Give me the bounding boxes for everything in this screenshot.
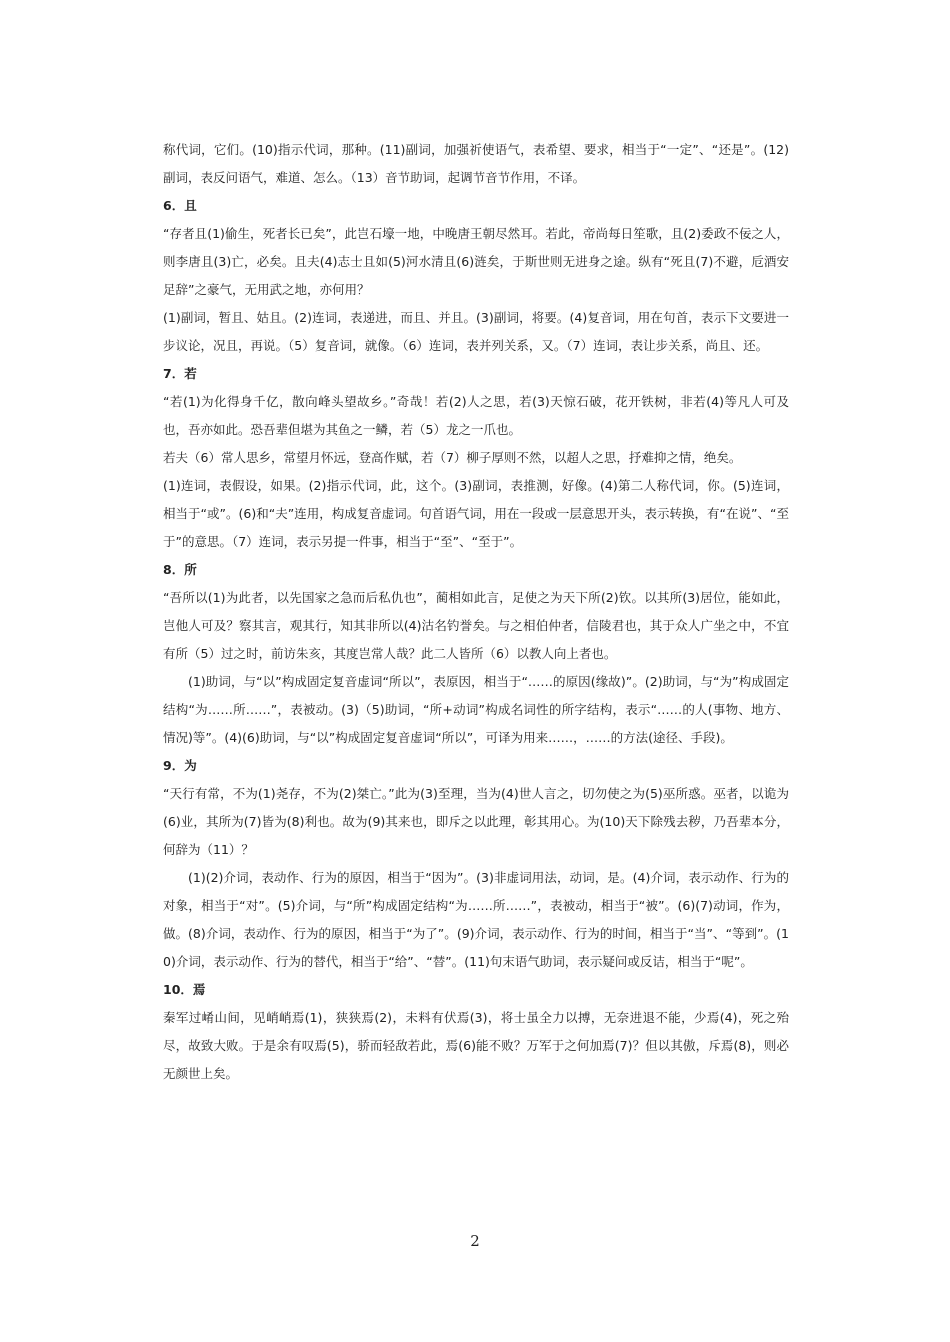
section-heading: 8．所: [163, 562, 197, 577]
section-heading: 7．若: [163, 366, 197, 381]
paragraph: (1)(2)介词，表动作、行为的原因，相当于“因为”。(3)非虚词用法，动词，是。(4)介词，表示动作、行为的对象，相当于“对”。(5)介词，与“所”构成固定结构“为……所……”，表被动，相当于“被”。(6)(7)动词，作为，做。(8)介词，表动作、行为的原因，相当于“为了”。(9)介词，表示动作、行为的时间，相当于“当”、“等到”。(10)介词，表示动作、行为的替代，相当于“给”、“替”。(11)句末语气助词，表示疑问或反诘，相当于“呢”。: [163, 870, 789, 969]
paragraph: “天行有常，不为(1)尧存，不为(2)桀亡。”此为(3)至理，当为(4)世人言之，切勿使之为(5)巫所惑。巫者，以诡为(6)业，其所为(7)皆为(8)利也。故为(9)其来也，即斥之以此理，彰其用心。为(10)天下除残去秽，乃吾辈本分，何辞为（11）？: [163, 786, 789, 857]
paragraph: “若(1)为化得身千亿，散向峰头望故乡。”奇哉！若(2)人之思，若(3)天惊石破，花开铁树，非若(4)等凡人可及也，吾亦如此。恐吾辈但堪为其鱼之一鳞，若（5）龙之一爪也。: [163, 394, 789, 437]
paragraph: (1)连词，表假设，如果。(2)指示代词，此，这个。(3)副词，表推测，好像。(4)第二人称代词，你。(5)连词，相当于“或”。(6)和“夫”连用，构成复音虚词。句首语气词，用在一段或一层意思开头，表示转换，有“在说”、“至于”的意思。（7）连词，表示另提一件事，相当于“至”、“至于”。: [163, 478, 789, 549]
paragraph: (1)副词，暂且、姑且。(2)连词，表递进，而且、并且。(3)副词，将要。(4)复音词，用在句首，表示下文要进一步议论，况且，再说。（5）复音词，就像。（6）连词，表并列关系，又。（7）连词，表让步关系，尚且、还。: [163, 310, 789, 353]
page-number: 2: [470, 1232, 480, 1250]
paragraph: (1)助词，与“以”构成固定复音虚词“所以”，表原因，相当于“……的原因(缘故)”。(2)助词，与“为”构成固定结构“为……所……”，表被动。(3)（5)助词，“所+动词”构成名词性的所字结构，表示“……的人(事物、地方、情况)等”。(4)(6)助词，与“以”构成固定复音虚词“所以”，可译为用来……，……的方法(途径、手段)。: [163, 674, 789, 745]
section-heading: 10．焉: [163, 982, 206, 997]
paragraph: 秦军过崤山间，见峭峭焉(1)，狭狭焉(2)，未料有伏焉(3)，将士虽全力以搏，无奈进退不能，少焉(4)，死之殆尽，故致大败。于是余有叹焉(5)，骄而轻敌若此，焉(6)能不败？万军于之何加焉(7)？但以其傲，斥焉(8)，则必无颜世上矣。: [163, 1010, 789, 1081]
section-heading: 9．为: [163, 758, 197, 773]
document-body: [163, 136, 789, 1088]
paragraph: “吾所以(1)为此者，以先国家之急而后私仇也”，蔺相如此言，足使之为天下所(2)钦。以其所(3)居位，能如此，岂他人可及？察其言，观其行，知其非所以(4)沽名钓誉矣。与之相伯仲者，信陵君也，其于众人广坐之中，不宜有所（5）过之时，前访朱亥，其度岂常人哉？此二人皆所（6）以教人向上者也。: [163, 590, 789, 661]
paragraph: 若夫（6）常人思乡，常望月怀远，登高作赋，若（7）柳子厚则不然，以超人之思，抒难抑之情，绝矣。: [163, 450, 742, 465]
paragraph: “存者且(1)偷生，死者长已矣”，此岂石壕一地，中晚唐王朝尽然耳。若此，帝尚每日笙歌，且(2)委政不佞之人，则李唐且(3)亡，必矣。且夫(4)志士且如(5)河水清且(6)涟矣，于斯世则无进身之途。纵有“死且(7)不避，卮酒安足辞”之豪气，无用武之地，亦何用？: [163, 226, 789, 297]
section-heading: 6．且: [163, 198, 197, 213]
paragraph: 称代词，它们。(10)指示代词，那种。(11)副词，加强祈使语气，表希望、要求，相当于“一定”、“还是”。(12)副词，表反问语气，难道、怎么。（13）音节助词，起调节音节作用，不译。: [163, 142, 789, 185]
